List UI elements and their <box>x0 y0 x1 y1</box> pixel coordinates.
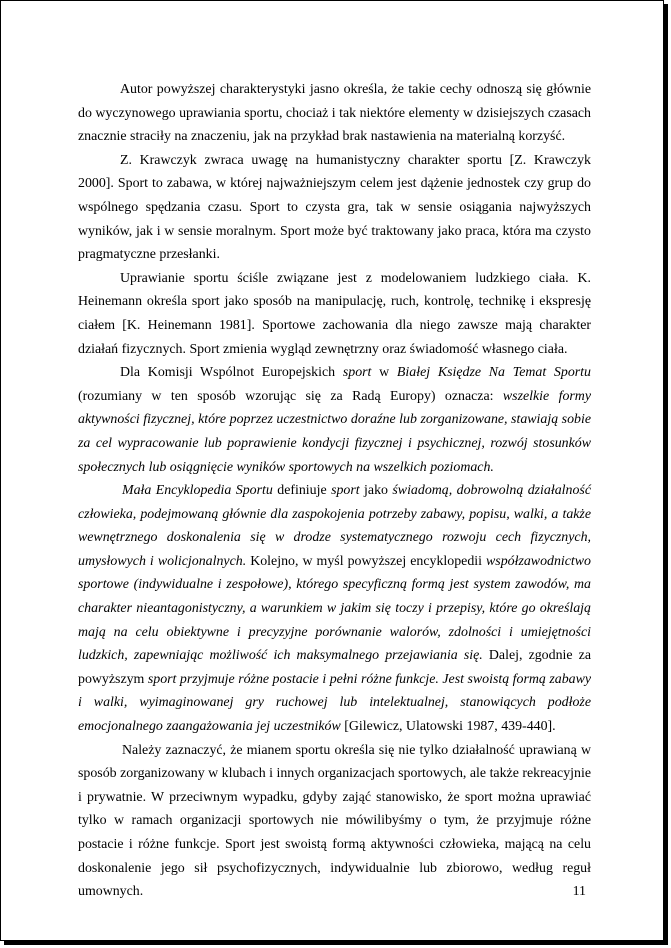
italic-segment: sport przyjmuje różne postacie i pełni różne funkcje. Jest swoistą formą zabawy i walki, wyimaginowanej gry ruchowej lub intelektualnej, stanowiących podłoże emocjonalnego zaangażowania jej uczestników <box>78 671 592 735</box>
italic-segment: sport <box>331 483 360 499</box>
text-segment: w <box>371 365 397 381</box>
italic-segment: świadomą, dobrowolną działalność człowieka, podejmowaną głównie dla zaspokojenia potrzeby zabawy, popisu, walki, a także wewnętrznego doskonalenia się w drodze systematycznego rozwoju cech fizycznych, umysłowych i wolicjonalnych. <box>78 483 591 569</box>
paragraph-1 <box>78 78 591 149</box>
italic-segment: współzawodnictwo sportowe (indywidualne i zespołowe), którego specyficzną formą jest system zawodów, ma charakter nieantagonistyczny, a warunkiem w jakim się toczy i przepisy, które go określają mają na celu obiektywne i precyzyjne porównanie walorów, zdolności i umiejętności ludzkich, zapewniając możliwość ich maksymalnego przejawiania się. <box>78 553 591 664</box>
text-segment: definiuje <box>272 483 332 499</box>
text-segment: Dla Komisji Wspólnot Europejskich <box>120 365 343 381</box>
paragraph-4 <box>78 361 591 479</box>
italic-segment: Mała Encyklopedia Sportu <box>122 483 273 499</box>
body-text <box>78 78 591 904</box>
text-segment: Kolejno, w myśl powyższej encyklopedii <box>246 553 487 569</box>
text-segment: [Gilewicz, Ulatowski 1987, 439-440]. <box>340 719 556 735</box>
paragraph-2 <box>78 149 591 267</box>
text-segment: jako <box>359 483 393 499</box>
italic-segment: sport <box>342 365 372 381</box>
text-segment: Autor powyższej charakterystyki jasno określa, że takie cechy odnoszą się głównie do wyczynowego uprawiania sportu, chociaż i tak niektóre elementy w dzisiejszych czasach znacznie straciły na znaczeniu, jak na przykład brak nastawienia na materialną korzyść. <box>78 82 591 145</box>
text-segment: Z. Krawczyk zwraca uwagę na humanistyczny charakter sportu [Z. Krawczyk 2000]. Sport to zabawa, w której najważniejszym celem jest dążenie jednostek czy grup do wspólnego spędzania czasu. Sport to czysta gra, tak w sensie osiągania najwyższych wyników, jak i w sensie moralnym. Sport może być traktowany jako praca, która ma czysto pragmatyczne przesłanki. <box>78 152 591 263</box>
page-number: 11 <box>572 884 586 899</box>
paragraph-3 <box>78 267 591 361</box>
text-segment: Dalej, zgodnie za powyższym <box>78 648 591 687</box>
italic-segment: wszelkie formy aktywności fizycznej, które poprzez uczestnictwo doraźne lub zorganizowane, stawiają sobie za cel wypracowanie lub poprawienie kondycji fizycznej i psychicznej, rozwój stosunków społecznych lub osiągnięcie wyników sportowych na wszelkich poziomach. <box>78 388 592 475</box>
text-segment: (rozumiany w ten sposób wzorując się za Radą Europy) oznacza: <box>78 388 503 404</box>
paragraph-6 <box>78 739 591 904</box>
text-segment: Uprawianie sportu ściśle związane jest z modelowaniem ludzkiego ciała. K. Heinemann określa sport jako sposób na manipulację, ruch, kontrolę, technikę i ekspresję ciałem [K. Heinemann 1981]. Sportowe zachowania dla niego zawsze mają charakter działań fizycznych. Sport zmienia wygląd zewnętrzny oraz świadomość własnego ciała. <box>78 270 591 357</box>
text-segment: Należy zaznaczyć, że mianem sportu określa się nie tylko działalność uprawianą w sposób zorganizowany w klubach i innych organizacjach sportowych, ale także rekreacyjnie i prywatnie. W przeciwnym wypadku, gdyby zająć stanowisko, że sport można uprawiać tylko w ramach organizacji sportowych nie mówilibyśmy o tym, że przyjmuje różne postacie i różne funkcje. Sport jest swoistą formą aktywności człowieka, mającą na celu doskonalenie jego sił psychofizycznych, indywidualnie lub zbiorowo, według reguł umownych. <box>78 742 591 900</box>
italic-segment: Białej Księdze Na Temat Sportu <box>396 365 591 381</box>
paragraph-5 <box>78 479 591 739</box>
